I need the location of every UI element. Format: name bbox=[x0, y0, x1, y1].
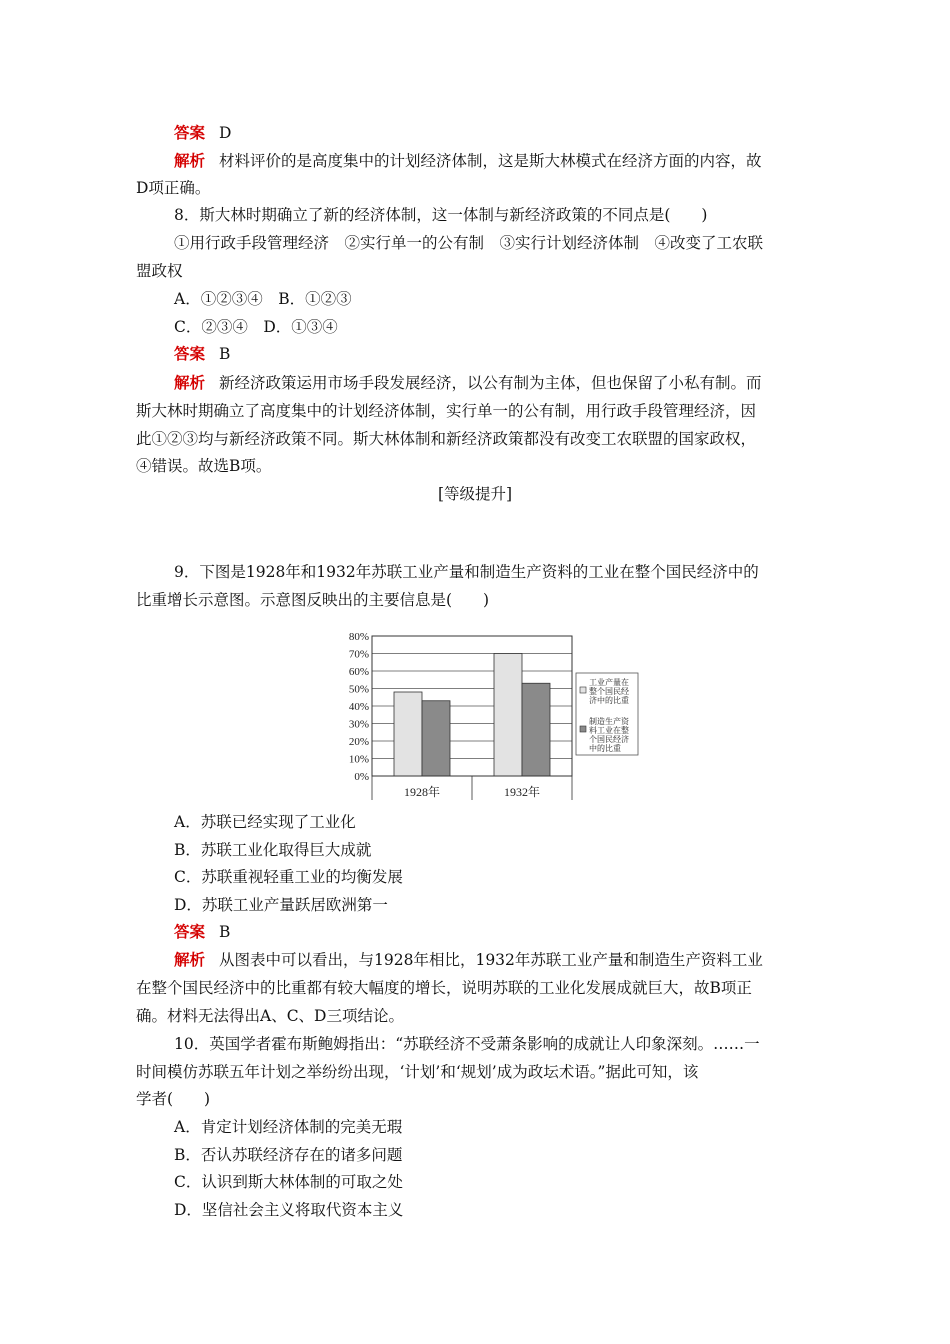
options-line: C．②③④ D．①③④ bbox=[174, 318, 338, 336]
option-d: D．坚信社会主义将取代资本主义 bbox=[174, 1201, 404, 1219]
analysis-text: 材料评价的是高度集中的计划经济体制，这是斯大林模式在经济方面的内容，故 bbox=[219, 152, 762, 170]
answer-line bbox=[174, 922, 230, 942]
y-tick-label: 30% bbox=[348, 718, 369, 731]
question-items: ①用行政手段管理经济 ②实行单一的公有制 ③实行计划经济体制 ④改变了工农联 bbox=[174, 234, 764, 252]
option-a: A．苏联已经实现了工业化 bbox=[174, 813, 356, 831]
legend-swatch bbox=[580, 726, 586, 732]
legend-label: 济中的比重 bbox=[589, 696, 629, 705]
y-tick-label: 10% bbox=[348, 753, 369, 766]
analysis-text: D项正确。 bbox=[136, 179, 211, 197]
option-c: C．苏联重视轻重工业的均衡发展 bbox=[174, 868, 403, 886]
x-tick-label: 1932年 bbox=[503, 785, 541, 799]
answer-value: B bbox=[219, 923, 231, 941]
y-tick-label: 60% bbox=[348, 666, 369, 678]
answer-label: 答案 bbox=[174, 123, 206, 142]
option-d: D．苏联工业产量跃居欧洲第一 bbox=[174, 896, 388, 914]
legend-label: 整个国民经 bbox=[589, 687, 629, 696]
answer-value: D bbox=[219, 124, 232, 142]
legend-label: 中的比重 bbox=[589, 744, 621, 753]
analysis-text: 从图表中可以看出，与1928年相比，1932年苏联工业产量和制造生产资料工业 bbox=[219, 951, 763, 969]
analysis-label: 解析 bbox=[174, 151, 206, 170]
analysis-label: 解析 bbox=[174, 373, 206, 392]
y-tick-label: 0% bbox=[354, 771, 369, 783]
option-b: B．苏联工业化取得巨大成就 bbox=[174, 841, 372, 859]
legend-label: 制造生产资 bbox=[589, 717, 629, 726]
answer-line bbox=[174, 123, 231, 143]
question-stem: 10．英国学者霍布斯鲍姆指出：“苏联经济不受萧条影响的成就让人印象深刻。……一 bbox=[174, 1035, 760, 1053]
legend-label: 料工业在整 bbox=[589, 726, 629, 735]
question-stem: 时间模仿苏联五年计划之举纷纷出现，‘计划’和‘规划’成为政坛术语。”据此可知，该 bbox=[136, 1063, 699, 1081]
bar bbox=[494, 654, 522, 777]
option-a: A．肯定计划经济体制的完美无瑕 bbox=[174, 1118, 403, 1136]
analysis-line bbox=[174, 151, 762, 171]
answer-line bbox=[174, 344, 230, 364]
bar bbox=[422, 701, 450, 776]
legend-label: 个国民经济 bbox=[589, 735, 629, 744]
analysis-text: 此①②③均与新经济政策不同。斯大林体制和新经济政策都没有改变工农联盟的国家政权， bbox=[136, 430, 757, 448]
analysis-text: 新经济政策运用市场手段发展经济，以公有制为主体，但也保留了小私有制。而 bbox=[219, 374, 762, 392]
legend-label: 工业产量在 bbox=[589, 678, 629, 687]
y-tick-label: 40% bbox=[348, 701, 369, 713]
analysis-text: 在整个国民经济中的比重都有较大幅度的增长，说明苏联的工业化发展成就巨大，故B项正 bbox=[136, 979, 752, 997]
question-stem: 9．下图是1928年和1932年苏联工业产量和制造生产资料的工业在整个国民经济中的 bbox=[174, 563, 759, 581]
option-b: B．否认苏联经济存在的诸多问题 bbox=[174, 1146, 403, 1164]
y-tick-label: 50% bbox=[348, 683, 369, 696]
bar bbox=[394, 692, 422, 776]
option-c: C．认识到斯大林体制的可取之处 bbox=[174, 1173, 403, 1191]
answer-value: B bbox=[219, 345, 231, 363]
x-tick-label: 1928年 bbox=[403, 785, 441, 799]
y-tick-label: 20% bbox=[348, 736, 369, 748]
question-stem: 学者( ) bbox=[136, 1090, 211, 1108]
y-tick-label: 70% bbox=[348, 648, 369, 661]
analysis-text: ④错误。故选B项。 bbox=[136, 457, 272, 475]
section-title: [等级提升] bbox=[437, 485, 513, 503]
question-stem: 比重增长示意图。示意图反映出的主要信息是( ) bbox=[136, 591, 490, 609]
y-tick-label: 80% bbox=[348, 631, 369, 643]
options-line: A．①②③④ B．①②③ bbox=[174, 290, 352, 308]
analysis-line bbox=[174, 950, 763, 970]
question-stem: 8．斯大林时期确立了新的经济体制，这一体制与新经济政策的不同点是( ) bbox=[174, 206, 708, 224]
analysis-text: 确。材料无法得出A、C、D三项结论。 bbox=[136, 1007, 404, 1025]
analysis-label: 解析 bbox=[174, 950, 206, 969]
answer-label: 答案 bbox=[174, 922, 206, 941]
answer-label: 答案 bbox=[174, 344, 206, 363]
analysis-line bbox=[174, 373, 762, 393]
bar-chart bbox=[330, 628, 642, 800]
legend-swatch bbox=[580, 687, 586, 693]
analysis-text: 斯大林时期确立了高度集中的计划经济体制，实行单一的公有制，用行政手段管理经济，因 bbox=[136, 402, 757, 420]
bar bbox=[522, 683, 550, 776]
question-items: 盟政权 bbox=[136, 262, 183, 280]
